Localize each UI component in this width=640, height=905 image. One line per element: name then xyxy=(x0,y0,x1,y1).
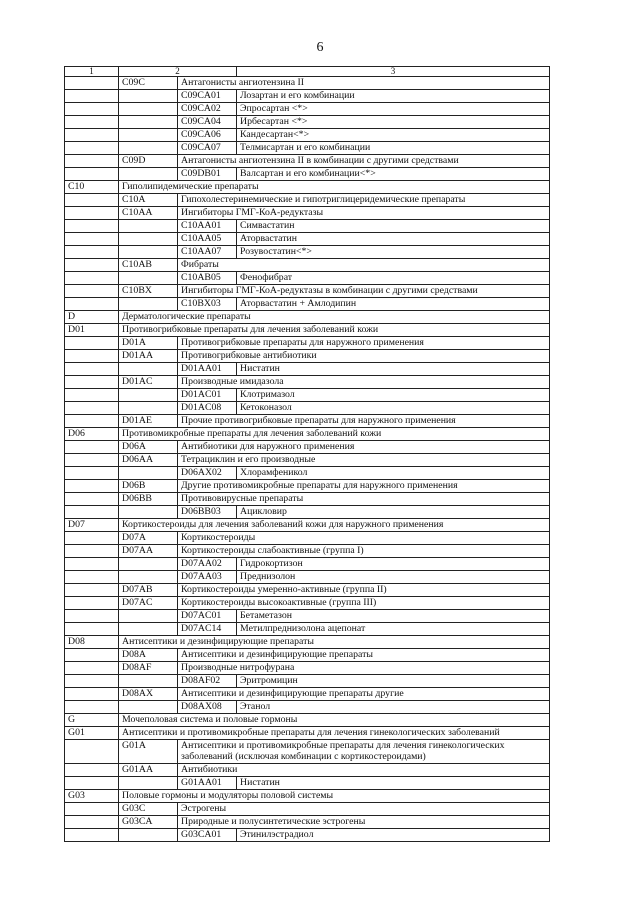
group-name-cell: Гиполипидемические препараты xyxy=(119,181,550,194)
drug-name-cell: Телмисартан и его комбинации xyxy=(237,142,550,155)
empty-cell xyxy=(65,337,119,350)
table-row xyxy=(65,519,550,532)
drug-code-cell: C09CA01 xyxy=(178,90,237,103)
table-row xyxy=(65,803,550,816)
subgroup-name-cell: Фибраты xyxy=(178,259,550,272)
table-row xyxy=(65,311,550,324)
empty-cell xyxy=(65,506,119,519)
subgroup-name-cell: Природные и полусинтетические эстрогены xyxy=(178,816,550,829)
column-header-2: 2 xyxy=(119,67,237,77)
empty-cell xyxy=(119,402,178,415)
empty-cell xyxy=(65,558,119,571)
drug-code-cell: C09CA07 xyxy=(178,142,237,155)
empty-cell xyxy=(65,493,119,506)
drug-code-cell: D07AA02 xyxy=(178,558,237,571)
subgroup-code-cell: D01AE xyxy=(119,415,178,428)
drug-code-cell: C09CA06 xyxy=(178,129,237,142)
table-row xyxy=(65,389,550,402)
empty-cell xyxy=(65,803,119,816)
empty-cell xyxy=(65,777,119,790)
drug-code-cell: D06BB03 xyxy=(178,506,237,519)
drug-code-cell: C10AA01 xyxy=(178,220,237,233)
group-name-cell: Кортикостероиды для лечения заболеваний кожи для наружного применения xyxy=(119,519,550,532)
subgroup-code-cell: D08A xyxy=(119,649,178,662)
table-row xyxy=(65,181,550,194)
empty-cell xyxy=(119,116,178,129)
drug-code-cell: G01AA01 xyxy=(178,777,237,790)
column-header-3: 3 xyxy=(237,67,550,77)
drug-code-cell: D07AC14 xyxy=(178,623,237,636)
subgroup-code-cell: D07A xyxy=(119,532,178,545)
subgroup-code-cell: C10A xyxy=(119,194,178,207)
table-row xyxy=(65,402,550,415)
drug-code-cell: C10AA07 xyxy=(178,246,237,259)
table-row xyxy=(65,727,550,740)
drug-name-cell: Кандесартан<*> xyxy=(237,129,550,142)
table-row xyxy=(65,376,550,389)
subgroup-name-cell: Эстрогены xyxy=(178,803,550,816)
drug-name-cell: Хлорамфеникол xyxy=(237,467,550,480)
subgroup-name-cell: Кортикостероиды высокоактивные (группа III) xyxy=(178,597,550,610)
table-row xyxy=(65,829,550,842)
empty-cell xyxy=(65,545,119,558)
drug-code-cell: D08AF02 xyxy=(178,675,237,688)
drug-code-cell: C10AB05 xyxy=(178,272,237,285)
subgroup-name-cell: Антисептики и дезинфицирующие препараты xyxy=(178,649,550,662)
subgroup-name-cell: Кортикостероиды умеренно-активные (группа II) xyxy=(178,584,550,597)
subgroup-code-cell: G03CA xyxy=(119,816,178,829)
group-code-cell: D06 xyxy=(65,428,119,441)
subgroup-code-cell: C10AB xyxy=(119,259,178,272)
drug-code-cell: C09DB01 xyxy=(178,168,237,181)
empty-cell xyxy=(65,350,119,363)
empty-cell xyxy=(119,467,178,480)
table-row xyxy=(65,90,550,103)
table-row xyxy=(65,545,550,558)
table-row xyxy=(65,493,550,506)
drug-code-cell: D01AC01 xyxy=(178,389,237,402)
drug-name-cell: Кетоконазол xyxy=(237,402,550,415)
group-code-cell: D08 xyxy=(65,636,119,649)
empty-cell xyxy=(65,246,119,259)
subgroup-name-cell: Кортикостероиды слабоактивные (группа I) xyxy=(178,545,550,558)
drug-name-cell: Клотримазол xyxy=(237,389,550,402)
empty-cell xyxy=(65,389,119,402)
group-code-cell: G xyxy=(65,714,119,727)
table-row xyxy=(65,571,550,584)
table-row xyxy=(65,623,550,636)
drug-name-cell: Эритромицин xyxy=(237,675,550,688)
subgroup-code-cell: D01AC xyxy=(119,376,178,389)
table-row xyxy=(65,610,550,623)
subgroup-name-cell: Антагонисты ангиотензина II xyxy=(178,77,550,90)
empty-cell xyxy=(119,610,178,623)
empty-cell xyxy=(65,103,119,116)
group-code-cell: C10 xyxy=(65,181,119,194)
empty-cell xyxy=(119,168,178,181)
table-row xyxy=(65,740,550,764)
subgroup-name-cell: Антибиотики xyxy=(178,764,550,777)
table-row xyxy=(65,155,550,168)
drug-name-cell: Валсартан и его комбинации<*> xyxy=(237,168,550,181)
table-row xyxy=(65,246,550,259)
group-code-cell: D01 xyxy=(65,324,119,337)
table-row xyxy=(65,77,550,90)
drug-name-cell: Гидрокортизон xyxy=(237,558,550,571)
subgroup-code-cell: D06BB xyxy=(119,493,178,506)
empty-cell xyxy=(65,194,119,207)
drug-name-cell: Фенофибрат xyxy=(237,272,550,285)
empty-cell xyxy=(119,129,178,142)
empty-cell xyxy=(65,298,119,311)
empty-cell xyxy=(65,764,119,777)
empty-cell xyxy=(119,701,178,714)
subgroup-name-cell: Противогрибковые антибиотики xyxy=(178,350,550,363)
drug-name-cell: Нистатин xyxy=(237,363,550,376)
empty-cell xyxy=(119,363,178,376)
subgroup-code-cell: G01A xyxy=(119,740,178,764)
subgroup-name-cell: Антибиотики для наружного применения xyxy=(178,441,550,454)
table-row xyxy=(65,324,550,337)
empty-cell xyxy=(65,597,119,610)
column-header-1: 1 xyxy=(65,67,119,77)
empty-cell xyxy=(119,298,178,311)
empty-cell xyxy=(65,402,119,415)
page-number: 6 xyxy=(316,40,324,55)
subgroup-code-cell: D07AA xyxy=(119,545,178,558)
table-row xyxy=(65,714,550,727)
table-row xyxy=(65,168,550,181)
empty-cell xyxy=(119,623,178,636)
drug-code-cell: D07AA03 xyxy=(178,571,237,584)
empty-cell xyxy=(119,389,178,402)
empty-cell xyxy=(65,142,119,155)
drug-name-cell: Аторвастатин + Амлодипин xyxy=(237,298,550,311)
group-name-cell: Антисептики и дезинфицирующие препараты xyxy=(119,636,550,649)
subgroup-code-cell: D07AB xyxy=(119,584,178,597)
table-row xyxy=(65,142,550,155)
table-row xyxy=(65,259,550,272)
table-row xyxy=(65,816,550,829)
drug-name-cell: Симвастатин xyxy=(237,220,550,233)
empty-cell xyxy=(65,90,119,103)
empty-cell xyxy=(65,688,119,701)
table-row xyxy=(65,688,550,701)
table-row xyxy=(65,337,550,350)
drug-name-cell: Этанол xyxy=(237,701,550,714)
empty-cell xyxy=(65,532,119,545)
table-row xyxy=(65,777,550,790)
empty-cell xyxy=(65,376,119,389)
table-row xyxy=(65,701,550,714)
subgroup-name-cell: Антисептики и противомикробные препараты для лечения гинекологических заболеваний (исключая комбинации с кортикостероидами) xyxy=(178,740,550,764)
subgroup-code-cell: C10BX xyxy=(119,285,178,298)
table-row xyxy=(65,675,550,688)
subgroup-code-cell: D06B xyxy=(119,480,178,493)
empty-cell xyxy=(119,675,178,688)
empty-cell xyxy=(119,571,178,584)
table-row xyxy=(65,428,550,441)
subgroup-code-cell: D07AC xyxy=(119,597,178,610)
table-row xyxy=(65,584,550,597)
empty-cell xyxy=(65,816,119,829)
empty-cell xyxy=(119,777,178,790)
drug-name-cell: Этинилэстрадиол xyxy=(237,829,550,842)
empty-cell xyxy=(65,571,119,584)
subgroup-name-cell: Ингибиторы ГМГ-КоА-редуктазы xyxy=(178,207,550,220)
empty-cell xyxy=(65,363,119,376)
table-row xyxy=(65,454,550,467)
subgroup-code-cell: D06A xyxy=(119,441,178,454)
empty-cell xyxy=(119,506,178,519)
empty-cell xyxy=(65,415,119,428)
drug-name-cell: Лозартан и его комбинации xyxy=(237,90,550,103)
table-row xyxy=(65,467,550,480)
empty-cell xyxy=(65,454,119,467)
drug-name-cell: Ацикловир xyxy=(237,506,550,519)
drug-code-cell: D08AX08 xyxy=(178,701,237,714)
empty-cell xyxy=(119,558,178,571)
drug-name-cell: Эпросартан <*> xyxy=(237,103,550,116)
subgroup-code-cell: D01A xyxy=(119,337,178,350)
table-row xyxy=(65,441,550,454)
empty-cell xyxy=(119,90,178,103)
empty-cell xyxy=(65,662,119,675)
group-code-cell: D07 xyxy=(65,519,119,532)
drug-code-cell: C09CA04 xyxy=(178,116,237,129)
empty-cell xyxy=(119,233,178,246)
drug-code-cell: D01AA01 xyxy=(178,363,237,376)
table-row xyxy=(65,285,550,298)
table-row xyxy=(65,558,550,571)
drug-code-cell: D07AC01 xyxy=(178,610,237,623)
subgroup-name-cell: Гипохолестеринемические и гипотриглицеридемические препараты xyxy=(178,194,550,207)
subgroup-name-cell: Производные нитрофурана xyxy=(178,662,550,675)
subgroup-name-cell: Ингибиторы ГМГ-КоА-редуктазы в комбинации с другими средствами xyxy=(178,285,550,298)
group-name-cell: Дерматологические препараты xyxy=(119,311,550,324)
empty-cell xyxy=(65,129,119,142)
empty-cell xyxy=(65,740,119,764)
group-code-cell: G01 xyxy=(65,727,119,740)
classification-table xyxy=(64,66,550,842)
table-row xyxy=(65,649,550,662)
empty-cell xyxy=(65,155,119,168)
empty-cell xyxy=(65,272,119,285)
empty-cell xyxy=(65,467,119,480)
table-row xyxy=(65,116,550,129)
table-row xyxy=(65,480,550,493)
table-row xyxy=(65,103,550,116)
table-row xyxy=(65,207,550,220)
empty-cell xyxy=(65,77,119,90)
group-name-cell: Противомикробные препараты для лечения заболеваний кожи xyxy=(119,428,550,441)
drug-name-cell: Преднизолон xyxy=(237,571,550,584)
empty-cell xyxy=(65,480,119,493)
group-name-cell: Половые гормоны и модуляторы половой системы xyxy=(119,790,550,803)
empty-cell xyxy=(119,142,178,155)
table-row xyxy=(65,272,550,285)
empty-cell xyxy=(65,441,119,454)
table-row xyxy=(65,597,550,610)
subgroup-name-cell: Антагонисты ангиотензина II в комбинации с другими средствами xyxy=(178,155,550,168)
drug-name-cell: Бетаметазон xyxy=(237,610,550,623)
drug-code-cell: G03CA01 xyxy=(178,829,237,842)
empty-cell xyxy=(65,649,119,662)
empty-cell xyxy=(65,116,119,129)
subgroup-name-cell: Кортикостероиды xyxy=(178,532,550,545)
empty-cell xyxy=(119,246,178,259)
drug-name-cell: Аторвастатин xyxy=(237,233,550,246)
empty-cell xyxy=(65,584,119,597)
drug-name-cell: Ирбесартан <*> xyxy=(237,116,550,129)
group-name-cell: Противогрибковые препараты для лечения заболеваний кожи xyxy=(119,324,550,337)
empty-cell xyxy=(65,701,119,714)
table-row xyxy=(65,506,550,519)
subgroup-code-cell: D06AA xyxy=(119,454,178,467)
subgroup-name-cell: Тетрациклин и его производные xyxy=(178,454,550,467)
drug-name-cell: Нистатин xyxy=(237,777,550,790)
drug-name-cell: Метилпреднизолона ацепонат xyxy=(237,623,550,636)
empty-cell xyxy=(65,675,119,688)
empty-cell xyxy=(65,233,119,246)
subgroup-name-cell: Противовирусные препараты xyxy=(178,493,550,506)
drug-code-cell: C10BX03 xyxy=(178,298,237,311)
subgroup-name-cell: Прочие противогрибковые препараты для наружного применения xyxy=(178,415,550,428)
subgroup-code-cell: C09C xyxy=(119,77,178,90)
table-row xyxy=(65,129,550,142)
subgroup-code-cell: C10AA xyxy=(119,207,178,220)
drug-code-cell: D01AC08 xyxy=(178,402,237,415)
table-row xyxy=(65,636,550,649)
empty-cell xyxy=(65,623,119,636)
empty-cell xyxy=(65,610,119,623)
subgroup-name-cell: Антисептики и дезинфицирующие препараты другие xyxy=(178,688,550,701)
group-name-cell: Антисептики и противомикробные препараты для лечения гинекологических заболеваний xyxy=(119,727,550,740)
table-row xyxy=(65,194,550,207)
classification-table-body xyxy=(65,67,550,842)
drug-code-cell: C10AA05 xyxy=(178,233,237,246)
drug-name-cell: Розувостатин<*> xyxy=(237,246,550,259)
group-name-cell: Мочеполовая система и половые гормоны xyxy=(119,714,550,727)
subgroup-name-cell: Другие противомикробные препараты для наружного применения xyxy=(178,480,550,493)
table-row xyxy=(65,532,550,545)
subgroup-code-cell: C09D xyxy=(119,155,178,168)
subgroup-name-cell: Производные имидазола xyxy=(178,376,550,389)
empty-cell xyxy=(65,220,119,233)
empty-cell xyxy=(65,285,119,298)
drug-code-cell: C09CA02 xyxy=(178,103,237,116)
table-row xyxy=(65,350,550,363)
subgroup-code-cell: G03C xyxy=(119,803,178,816)
empty-cell xyxy=(65,829,119,842)
subgroup-code-cell: D01AA xyxy=(119,350,178,363)
subgroup-code-cell: D08AF xyxy=(119,662,178,675)
table-row xyxy=(65,790,550,803)
empty-cell xyxy=(65,168,119,181)
empty-cell xyxy=(119,272,178,285)
empty-cell xyxy=(119,103,178,116)
subgroup-code-cell: D08AX xyxy=(119,688,178,701)
table-header-row xyxy=(65,67,550,77)
drug-code-cell: D06AX02 xyxy=(178,467,237,480)
table-row xyxy=(65,298,550,311)
table-row xyxy=(65,363,550,376)
table-row xyxy=(65,233,550,246)
table-row xyxy=(65,220,550,233)
subgroup-code-cell: G01AA xyxy=(119,764,178,777)
empty-cell xyxy=(65,207,119,220)
empty-cell xyxy=(119,220,178,233)
empty-cell xyxy=(119,829,178,842)
group-code-cell: G03 xyxy=(65,790,119,803)
empty-cell xyxy=(65,259,119,272)
group-code-cell: D xyxy=(65,311,119,324)
subgroup-name-cell: Противогрибковые препараты для наружного применения xyxy=(178,337,550,350)
table-row xyxy=(65,662,550,675)
table-row xyxy=(65,415,550,428)
table-row xyxy=(65,764,550,777)
